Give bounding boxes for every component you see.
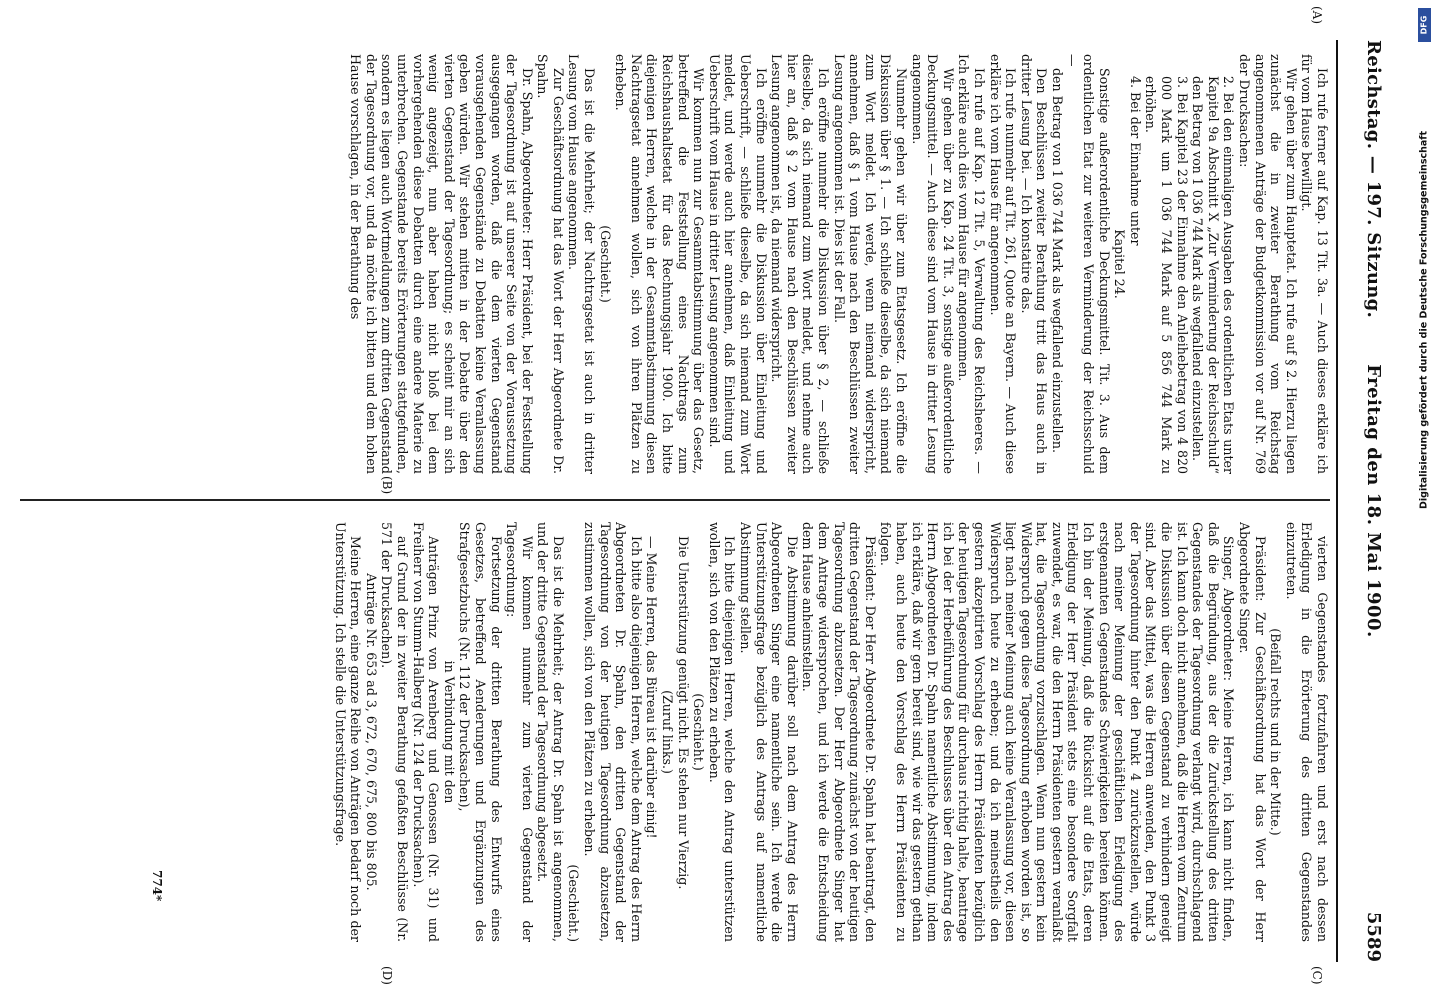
stage-direction: Anträge Nr. 653 ad 3, 672, 670, 675, 800 bis 805. bbox=[363, 573, 379, 891]
paragraph: Ich rufe nunmehr auf Tit. 261, Quote an Bayern. — Auch diese erkläre ich vom Hause für angenommen. bbox=[987, 54, 1019, 474]
dfg-logo bbox=[1418, 8, 1431, 42]
margin-marker-d: (D) bbox=[380, 966, 394, 985]
paragraph: den Betrag von 1 036 744 Mark als wegfallend einzustellen. bbox=[1049, 68, 1065, 454]
paragraph: Ich eröffne nunmehr die Diskussion über § 2, — schließe dieselbe, da sich niemand zum Wort meldet, und nehme auch hier an, daß § 2 vom Hause nach den Beschlüssen zweiter Lesung angenommen ist, da niemand widerspricht. bbox=[769, 54, 831, 474]
paragraph: Meine Herren, eine ganze Reihe von Anträgen bedarf noch der Unterstützung. Ich stelle die Unterstützungsfrage. bbox=[332, 522, 364, 942]
footnote-mark: 774* bbox=[150, 870, 164, 902]
paragraph: Singer, Abgeordneter: Meine Herren, ich kann nicht finden, daß die Begründung, aus der die Zurückstellung des dritten Gegenstandes der Tagesordnung verlangt wird, durchschlagend ist. Ich kann doch nicht annehmen, daß die Herren vom Zentrum die Diskussion über diesen Gegenstand zu verhindern geneigt sind. Aber das Mittel, was die Herren anwenden, den Punkt 3 der Tagesordnung hinter den Punkt 4 zurückzustellen, würde nach meiner Meinung der geschäftlichen Erledigung des erstgenannten Gegenstandes Schwierigkeiten bereiten können. Ich bin der Meinung, daß die Rücksicht auf die Etats, deren Erledigung der Herr Präsident stets eine besondere Sorgfalt zuwendet, es war, die den Herrn Präsidenten gestern veranlaßt hat, die Tagesordnung vorzuschlagen. Wenn nun gestern kein Widerspruch gegen diese Tagesordnung erhoben worden ist, so liegt nach meiner Meinung auch keine Veranlassung vor, diesen Widerspruch heute zu erheben; und da ich meinestheils den gestern akzeptirten Vorschlag des Herrn Präsidenten bezüglich der heutigen Tagesordnung für durchaus richtig halte, beantrage ich bei der Herbeiführung des Beschlusses über den Antrag des Herrn Abgeordneten Dr. Spahn namentliche Abstimmung, indem ich erkläre, daß wir gern bereit sind, wie wir das gestern gethan haben, auch heute den Vorschlag des Herrn Präsidenten zu folgen. bbox=[878, 522, 1237, 942]
header-session: Reichstag. — 197. Sitzung. bbox=[1363, 40, 1384, 319]
paragraph: Wir gehen über zum Hauptetat. Ich rufe auf § 2. Hierzu liegen zunächst die in zweiter Berathung vom Reichstag angenommenen Anträge der Budgetkommission vor auf Nr. 769 der Drucksachen: bbox=[1237, 54, 1299, 474]
paragraph: Zur Geschäftsordnung hat das Wort der Herr Abgeordnete Dr. Spahn. bbox=[535, 54, 566, 474]
paragraph: Fortsetzung der dritten Berathung des Entwurfs eines Gesetzes, betreffend Aenderungen und Ergänzungen des Strafgesetzbuchs (Nr. 112 der Drucksachen), bbox=[457, 522, 504, 942]
paragraph: 3. Bei Kapitel 23 der Einnahme den Anleihebetrag von 4 820 000 Mark um 1 036 744 Mark auf 5 856 744 Mark zu erhöhen. bbox=[1143, 76, 1190, 474]
paragraph: Ich bitte diejenigen Herren, welche den Antrag unterstützen wollen, sich von den Plätzen zu erheben. bbox=[706, 522, 738, 942]
paragraph: Ich bitte also diejenigen Herren, welche dem Antrag des Herrn Abgeordneten Dr. Spahn, den dritten Gegenstand der Tagesordnung von der heutigen Tagesordnung abzusetzen, zustimmen wollen, sich von den Plätzen zu erheben. bbox=[582, 522, 644, 942]
dfg-logo-text: DFG bbox=[1419, 15, 1429, 35]
paragraph: Ich rufe auf Kap. 12 Tit. 5, Verwaltung des Reichsheeres. — Ich erkläre auch dies vom Hause für angenommen. bbox=[956, 54, 987, 474]
stage-direction: Kapitel 24. bbox=[1112, 229, 1128, 299]
header-rule bbox=[1336, 40, 1338, 962]
stage-direction: (Beifall rechts und in der Mitte.) bbox=[1268, 628, 1284, 836]
left-column bbox=[10, 54, 1330, 474]
paragraph: Wir gehen über zu Kap. 24 Tit. 3, sonstige außerordentliche Deckungsmittel. — Auch diese sind vom Hause in dritter Lesung angenommen. bbox=[909, 54, 956, 474]
right-column bbox=[10, 522, 1330, 942]
margin-marker-b: (B) bbox=[380, 476, 394, 495]
stage-direction: (Geschieht.) bbox=[566, 864, 582, 942]
page-number: 5589 bbox=[1363, 911, 1384, 962]
margin-marker-c: (C) bbox=[1310, 966, 1324, 985]
column-rule bbox=[20, 499, 1330, 501]
paragraph: auf Grund der in zweiter Berathung gefaßten Beschlüsse (Nr. 571 der Drucksachen). bbox=[379, 522, 410, 942]
paragraph: vierten Gegenstandes fortzufahren und erst nach dessen Erledigung in die Erörterung des dritten Gegenstandes einzutreten. bbox=[1283, 522, 1330, 942]
paragraph: Die Unterstützung genügt nicht. Es stehen nur Vierzig. bbox=[675, 536, 691, 890]
digitization-stamp-text: Digitalisierung gefördert durch die Deutsche Forschungsgemeinschaft bbox=[1418, 131, 1430, 509]
paragraph: Das ist die Mehrheit; der Antrag Dr. Spahn ist angenommen, und der dritte Gegenstand der Tagesordnung abgesetzt. bbox=[535, 522, 566, 942]
paragraph: — Meine Herren, das Büreau ist darüber einig! bbox=[644, 536, 660, 839]
paragraph: Den Beschlüssen zweiter Berathung tritt das Haus auch in dritter Lesung bei. — Ich konstatire das. bbox=[1018, 54, 1050, 474]
header-date: Freitag den 18. Mai 1900. bbox=[1363, 364, 1384, 638]
page-header bbox=[1346, 40, 1390, 962]
paragraph: 2. Bei den einmaligen Ausgaben des ordentlichen Etats unter Kapitel 9a Abschnitt X „Zur Verminderung der Reichsschuld“ den Betrag von 1 036 744 Mark als wegfallend einzustellen. bbox=[1190, 76, 1237, 474]
paragraph: Nunmehr gehen wir über zum Etatsgesetz. Ich eröffne die Diskussion über § 1. — Ich schließe dieselbe, da sich niemand zum Wort meldet. Ich werde, wenn niemand widerspricht, annehmen, daß § 1 vom Hause nach den Beschlüssen zweiter Lesung angenommen ist. Dies ist der Fall. bbox=[831, 54, 909, 474]
paragraph: Ich rufe ferner auf Kap. 13 Tit. 3a. — Auch dieses erkläre ich für vom Hause bewilligt. bbox=[1299, 54, 1330, 474]
stage-direction: in Verbindung mit den bbox=[441, 660, 457, 804]
paragraph: Sonstige außerordentliche Deckungsmittel. Tit. 3. Aus dem ordentlichen Etat zur weiteren Verminderung der Reichsschuld — bbox=[1065, 54, 1112, 474]
paragraph: Anträgen Prinz von Arenberg und Genossen (Nr. 31) und Freiherr von Stumm-Halberg (Nr. 124 der Drucksachen). bbox=[410, 522, 442, 942]
stage-direction: (Zuruf links.) bbox=[660, 690, 676, 774]
margin-marker-a: (A) bbox=[1310, 6, 1324, 25]
paragraph: Dr. Spahn, Abgeordneter: Herr Präsident, bei der Feststellung der Tagesordnung ist auf unserer Seite von der Voraussetzung ausgegangen worden, daß die dem vierten Gegenstand vorausgehenden Gegenstände zu Debatten keine Veranlassung geben würden. Wir stehen mitten in der Debatte über den vierten Gegenstand der Tagesordnung; es scheint mir an sich wenig angezeigt, nun aber haben nicht bloß bei dem vorhergehenden diese Debatten durch eine andere Materie zu unterbrechen. Gegenstande bereits Erörterungen stattgefunden, sondern es liegen auch Wortmeldungen zum dritten Gegenstand der Tagesordnung vor, und da möchte ich bitten und dem hohen Hause vorschlagen, in der Berathung des bbox=[348, 54, 535, 474]
paragraph: Präsident: Der Herr Abgeordnete Dr. Spahn hat beantragt, den dritten Gegenstand der Tagesordnung zunächst von der heutigen Tagesordnung abzusetzen. Der Herr Abgeordnete Singer hat dem Antrage widersprochen, und ich werde die Entscheidung dem Hause anheimstellen. bbox=[800, 522, 878, 942]
paragraph: Die Abstimmung darüber soll nach dem Antrag des Herrn Abgeordneten Singer eine namentliche sein. Ich werde die Unterstützungsfrage bezüglich des Antrags auf namentliche Abstimmung stellen. bbox=[738, 522, 800, 942]
paragraph: Das ist die Mehrheit; der Nachtragsetat ist auch in dritter Lesung vom Hause angenommen. bbox=[566, 54, 598, 474]
paragraph: Ich eröffne nunmehr die Diskussion über Einleitung und Ueberschrift, — schließe dieselbe, da sich niemand zum Wort meldet, und werde auch hier annehmen, daß Einleitung und Ueberschrift vom Hause in dritter Lesung angenommen sind. bbox=[706, 54, 769, 474]
paragraph: Präsident: Zur Geschäftsordnung hat das Wort der Herr Abgeordnete Singer. bbox=[1237, 522, 1268, 942]
paragraph: Wir kommen nunmehr zum vierten Gegenstand der Tagesordnung: bbox=[504, 522, 535, 942]
stage-direction: (Geschieht.) bbox=[597, 225, 613, 303]
digitization-stamp bbox=[1416, 10, 1432, 630]
paragraph: 4. Bei der Einnahme unter bbox=[1127, 76, 1143, 246]
paragraph: Wir kommen nun zur Gesammtabstimmung über das Gesetz, betreffend die Feststellung eines Nachtrags zum Reichshaushaltsetat für das Rechnungsjahr 1900. Ich bitte diejenigen Herren, welche in der Gesammtabstimmung diesen Nachtragsetat annehmen wollen, sich von ihren Plätzen zu erheben. bbox=[613, 54, 707, 474]
stage-direction: (Geschieht.) bbox=[691, 693, 707, 771]
